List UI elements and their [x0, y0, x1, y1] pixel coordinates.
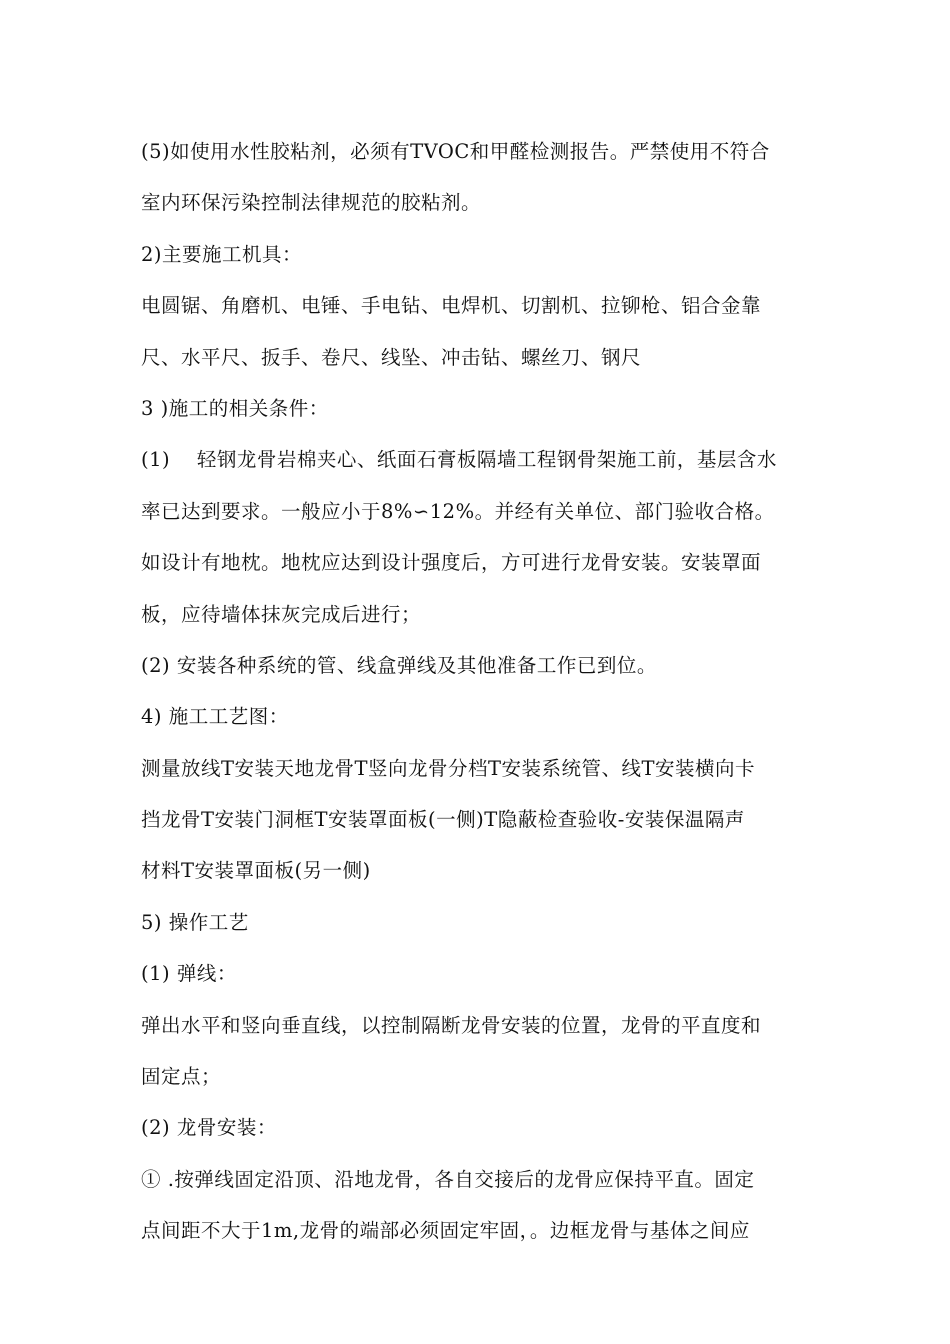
subheading-keel-install: (2) 龙骨安装：: [141, 1116, 277, 1140]
text-line-5: 尺、水平尺、扳手、卷尺、线坠、冲击钻、螺丝刀、钢尺: [141, 345, 642, 369]
text-line-1: (5)如使用水性胶粘剂，必须有TVOC和甲醛检测报告。严禁使用不符合: [141, 140, 770, 163]
text-line-19: 固定点；: [141, 1065, 222, 1089]
section-heading-tools: 2)主要施工机具：: [141, 242, 303, 266]
document-body: [141, 126, 821, 1257]
text-line-9: 如设计有地枕。地枕应达到设计强度后，方可进行龙骨安装。安装罩面: [141, 551, 762, 575]
text-line-4: 电圆锯、角磨机、电锤、手电钻、电焊机、切割机、拉铆枪、铝合金靠: [141, 294, 762, 318]
text-line-21: ① .按弹线固定沿顶、沿地龙骨，各自交接后的龙骨应保持平直。固定: [141, 1167, 755, 1191]
text-line-22: 点间距不大于1m,龙骨的端部必须固定牢固，。边框龙骨与基体之间应: [141, 1219, 750, 1243]
section-heading-conditions: 3 )施工的相关条件：: [141, 396, 329, 420]
text-line-18: 弹出水平和竖向垂直线，以控制隔断龙骨安装的位置，龙骨的平直度和: [141, 1013, 762, 1037]
text-line-13: 测量放线T安装天地龙骨T竖向龙骨分档T安装系统管、线T安装横向卡: [141, 756, 756, 780]
text-line-7: (1) 轻钢龙骨岩棉夹心、纸面石膏板隔墙工程钢骨架施工前，基层含水: [141, 448, 777, 472]
text-line-11: (2) 安装各种系统的管、线盒弹线及其他准备工作已到位。: [141, 653, 657, 677]
text-line-10: 板，应待墙体抹灰完成后进行；: [141, 602, 422, 626]
section-heading-operation: 5) 操作工艺: [141, 910, 249, 934]
subheading-snap-line: (1) 弹线：: [141, 962, 237, 986]
text-line-15: 材料T安装罩面板(另一侧): [141, 859, 371, 883]
text-line-2: 室内环保污染控制法律规范的胶粘剂。: [141, 191, 482, 215]
text-line-8: 率已达到要求。一般应小于8%∽12%。并经有关单位、部门验收合格。: [141, 499, 775, 523]
text-line-14: 挡龙骨T安装门洞框T安装罩面板(一侧)T隐蔽检查验收-安装保温隔声: [141, 808, 745, 832]
section-heading-process-diagram: 4) 施工工艺图：: [141, 705, 289, 729]
